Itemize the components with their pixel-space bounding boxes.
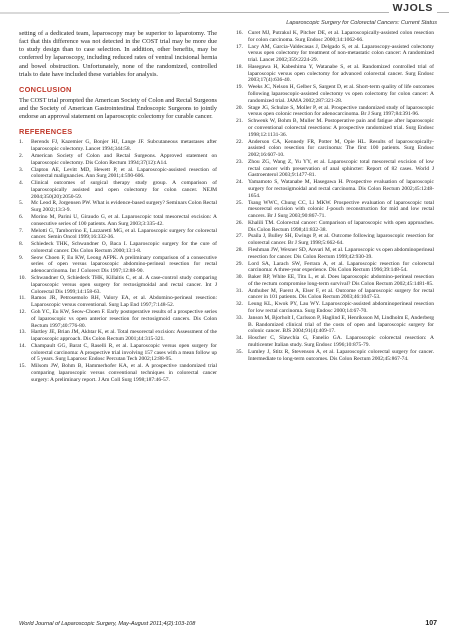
reference-number: 29.: [236, 260, 243, 267]
reference-text: Baker RP, White EE, Titu L, et al. Does laparoscopic abdomino-perineal resection of the rectum compromise long-term survival? Dis Colon Rectum 2002;45:1481-85.: [248, 274, 434, 287]
reference-item: [19, 343, 217, 363]
reference-text: Schwenk W, Bohm B, Muller M. Postoperative pain and fatigue after laparoscopic or conventional colorectal resections: A prospective randomized trial. Surg Endosc 1998;12:1131-36.: [248, 118, 434, 138]
reference-number: 35.: [236, 348, 243, 355]
reference-item: [236, 261, 434, 275]
reference-text: American Society of Colon and Rectal Surgeons. Approved statement on laparoscopic colectomy. Dis Colon Rectum 1994;37(12):A14.: [31, 152, 217, 166]
reference-text: Champault GG, Barat C, Raselli R, et al. Laparoscopic versus open surgery for colorectal carcinoma: A prospective trial involving 157 cases with a mean follow up of 5 years. Surg Laparosc Endosc Percutan Tech 2002;12:88-95.: [31, 342, 217, 363]
reference-item: [236, 335, 434, 349]
reference-text: Lumley J, Stitz R, Stevenson A, et al. Laparoscopic colorectal surgery for cancer. Intermediate to long-term outcomes. Dis Colon Rectum 2002;45:867-74.: [248, 348, 434, 362]
reference-item: [236, 179, 434, 199]
reference-number: 32.: [236, 301, 243, 308]
reference-number: 12.: [19, 308, 26, 315]
reference-text: Zhou ZG, Wang Z, Yu YY, et al. Laparoscopic total mesorectal excision of low rectal cancer with preservation of anal sphincter: Report of 82 cases. World J Gastroenterol 2003;9:1477-81.: [248, 158, 434, 179]
reference-text: Goh YC, Eu KW, Seow-Choen F. Early postoperative results of a prospective series of laparoscopic vs open anterior resection for rectosigmoid cancers. Dis Colon Rectum 1997;40:776-80.: [31, 308, 217, 329]
reference-item: [236, 84, 434, 104]
reference-number: 30.: [236, 274, 243, 281]
reference-number: 7.: [19, 227, 24, 234]
reference-text: Khalili TM. Colorectal cancer: Comparison of laparoscopic with open approaches. Dis Colon Rectum 1998;41:832-38.: [248, 219, 434, 233]
reference-item: [236, 44, 434, 64]
reference-item: [19, 255, 217, 275]
reference-item: [19, 200, 217, 214]
reference-text: Melotti G, Tamborrino E, Lazzaretti MG, et al. Laparoscopic surgery for colorectal cancer. Semin Oncol 1999;16:332-36.: [31, 227, 217, 241]
reference-text: Yamamoto S, Watanabe M, Hasegawa H. Prospective evaluation of laparoscopic surgery for rectosigmoidal and rectal carcinoma. Dis Colon Rectum 2002;45:1248-1654.: [248, 179, 434, 199]
reference-number: 8.: [19, 241, 24, 248]
reference-number: 9.: [19, 254, 24, 261]
reference-item: [236, 139, 434, 159]
reference-number: 11.: [19, 295, 26, 302]
reference-number: 15.: [19, 363, 26, 370]
reference-number: 2.: [19, 152, 24, 159]
reference-number: 17.: [236, 43, 243, 50]
reference-number: 22.: [236, 138, 243, 145]
reference-item: [236, 301, 434, 315]
reference-item: [19, 295, 217, 309]
reference-number: 28.: [236, 247, 243, 253]
reference-number: 18.: [236, 63, 243, 70]
reference-text: Ramos JR, Petrosemolo RH, Valory EA, et al. Abdomino-perineal resection: Laparoscopic versus conventional. Surg Lap End 1997;7:148-52.: [31, 295, 217, 309]
references-heading: REFERENCES: [19, 127, 73, 137]
reference-item: [19, 180, 217, 200]
page-footer: [19, 620, 437, 630]
reference-item: [19, 309, 217, 329]
reference-text: Schwandner O, Schiedeck THK, Killaitis C, et al. A case-control study comparing laparoscopic versus open surgery for rectosigmoidal and rectal cancer. Int J Colorectal Dis 1999;14:158-63.: [31, 275, 217, 295]
reference-text: Weeks JC, Nelson H, Gelber S, Sargent D, et al. Short-term quality of life outcomes following laparoscopic-assisted colectomy vs open colectomy for colon cancer: A randomized trial. JAMA 2002;287:321-28.: [248, 84, 434, 104]
reference-item: [19, 153, 217, 167]
reference-number: 24.: [236, 179, 243, 186]
reference-number: 21.: [236, 118, 243, 125]
reference-number: 19.: [236, 84, 243, 91]
left-column: [19, 30, 217, 384]
reference-number: 4.: [19, 180, 24, 187]
reference-number: 14.: [19, 342, 26, 349]
reference-text: Janson M, Bjorholt I, Carlsson P, Haglind E, Henriksson M, Lindholm E, Anderberg B. Randomized clinical trial of the costs of open and laparoscopic surgery for colonic cancer. BJS 2004;91(4):409-17.: [248, 314, 434, 335]
reference-text: Lacy AM, Garcia-Valdecasas J, Delgado S, et al. Laparoscopy-assisted colectomy versus open colectomy for treatment of non-metastatic colon cancer: A randomized trial. Lancet 2002;359:2224-29.: [248, 43, 434, 64]
reference-number: 27.: [236, 233, 243, 240]
reference-item: [236, 159, 434, 179]
reference-text: Tsang WWC, Chung CC, Li MKW. Prospective evaluation of laparoscopic total mesorectal excision with colonic J-pouch reconstruction for mid and low rectal cancers. Br J Surg 2003;90:867-71.: [248, 199, 434, 220]
reference-item: [236, 274, 434, 288]
reference-list-left: [19, 139, 217, 383]
reference-text: Curet MJ, Putrakul K, Pitcher DE, et al. Laparoscopically-assisted colon resection for colon carcinoma. Surg Endosc 2000;14:1062-66.: [248, 30, 434, 43]
reference-item: [19, 275, 217, 295]
reference-item: [236, 64, 434, 84]
reference-text: Berends FJ, Kazemier G, Bonjer HJ, Lange JF. Subcutaneous metastases after laparoscopic colectomy. Lancet 1994;344:58.: [31, 139, 217, 153]
reference-item: [236, 349, 434, 363]
reference-item: [236, 247, 434, 261]
reference-number: 23.: [236, 158, 243, 165]
reference-number: 31.: [236, 287, 243, 294]
reference-number: 34.: [236, 335, 243, 342]
reference-number: 26.: [236, 219, 243, 226]
reference-item: [236, 315, 434, 335]
reference-number: 5.: [19, 200, 24, 207]
reference-item: [19, 228, 217, 242]
reference-text: Mc Leod R, Jorgensen PW. What is evidence-based surgery? Seminars Colon Rectal Surg 2002;13:3-9.: [31, 200, 217, 214]
reference-item: [19, 363, 217, 383]
reference-text: Stage JG, Schulze S, Moller P, et al. Prospective randomized study of laparoscopic versus open colonic resection for adenocarcinoma. Br J Surg 1997;84:391-96.: [248, 104, 434, 118]
reference-number: 10.: [19, 275, 26, 282]
conclusion-paragraph: The COST trial prompted the American Society of Colon and Rectal Surgeons and the Society of American Gastrointestinal Endoscopic Surgeons to jointly endorse an approval statement on laparoscopic colectomy for curable cancer.: [19, 96, 217, 121]
reference-item: [19, 329, 217, 343]
reference-text: Anderson CA, Kennedy FR, Potter M, Opie HL. Results of laparoscopically-assisted colon resection for carcinoma: The first 100 patients. Surg Endosc 2002;16:607-10.: [248, 138, 434, 159]
reference-text: Hartley JE, Brian JM, Akhtar K, et al. Total mesorectal excision: Assessment of the laparoscopic approach. Dis Colon Rectum 2001;44:315-321.: [31, 329, 217, 343]
reference-text: Hasegawa H, Kabeshima Y, Watanabe S, et al. Randomized controlled trial of laparoscopic versus open colectomy for advanced colorectal cancer. Surg Endosc 2003;17(4):636-40.: [248, 63, 434, 84]
reference-item: [236, 288, 434, 302]
reference-number: 16.: [236, 30, 243, 36]
reference-text: Morino M, Parini U, Giraudo G, et al. Laparoscopic total mesorectal excision: A consecutive series of 100 patients. Ann Surg 2003;3:335-42.: [31, 214, 217, 227]
reference-item: [236, 233, 434, 247]
reference-text: Fleshman JW, Wexner SD, Anvari M, et al. Laparoscopic vs open abdominoperineal resection for cancer. Dis Colon Rectum 1999;42:930-39.: [248, 247, 434, 260]
reference-text: Psaila J, Bulley SH, Ewings P, et al. Outcome following laparoscopic resection for colorectal cancer. Br J Surg 1998;5:662-64.: [248, 233, 434, 247]
journal-logo: WJOLS: [389, 2, 437, 14]
conclusion-heading: CONCLUSION: [19, 84, 72, 94]
right-column: [236, 30, 434, 362]
reference-item: [19, 241, 217, 255]
reference-text: Schiedeck THK, Schwandner O, Baca I. Laparoscopic surgery for the cure of colorectal cancer. Dis Colon Rectum 2000;13:1-8.: [31, 241, 217, 254]
reference-list-right: [236, 30, 434, 362]
reference-item: [236, 220, 434, 234]
header-rule-accent: [0, 12, 180, 14]
reference-number: 3.: [19, 166, 24, 173]
reference-text: Anthuber M, Fuerst A, Elser F, et al. Outcome of laparoscopic surgery for rectal cancer in 101 patients. Dis Colon Rectum 2003;46:1047-53.: [248, 287, 434, 301]
reference-number: 25.: [236, 199, 243, 206]
reference-text: Lord SA, Larach SW, Ferrara A, et al. Laparoscopic resection for colorectal carcinoma: A three-year experience. Dis Colon Rectum 1996;39:148-54.: [248, 260, 434, 274]
page-number: 107: [425, 620, 437, 627]
reference-number: 33.: [236, 314, 243, 321]
reference-text: Clapton AE, Levitt MD, Hewett P, et al. Laparoscopic-assisted resection of colorectal malignancies. Ann Surg 2001;4:590-606.: [31, 166, 217, 180]
running-head: Laparoscopic Surgery for Colorectal Cancers: Current Status: [286, 20, 437, 26]
reference-item: [236, 200, 434, 220]
intro-paragraph: setting of a dedicated team, laparoscopy may be superior to laparotomy. The fact that this difference was not detected in the COST trial may be more due to study design than to case selection. In addition, other benefits, may be conferred by laparoscopy, including reduced rates of ventral incisional hernia and bowel obstruction. Unfortunately, none of the randomized, controlled trials to date have included these variables for analysis.: [19, 30, 217, 78]
reference-text: Hoscher C, Slawchia G, Fanelio GA. Laparoscopic colorectal resection: A multicenter Italian study. Surg Endosc 1996;10:875-79.: [248, 335, 434, 348]
reference-item: [19, 139, 217, 153]
page-header: [0, 0, 449, 26]
reference-number: 6.: [19, 214, 24, 220]
reference-number: 20.: [236, 104, 243, 111]
footer-journal-citation: World Journal of Laparoscopic Surgery, May-August 2011;4(2):103-108: [19, 621, 196, 627]
reference-item: [236, 105, 434, 119]
reference-text: Leung KL, Kwok PY, Lau WY. Laparoscopic-assisted abdominoperineal resection for low rectal carcinoma. Surg Endosc 2000;14:67-70.: [248, 301, 434, 315]
reference-text: Clinical outcomes of surgical therapy study group. A comparison of laparoscopically assisted and open colectomy for colon cancer. NEJM 2004;350(20):2050-59.: [31, 180, 217, 200]
reference-item: [236, 30, 434, 44]
reference-item: [19, 214, 217, 228]
reference-text: Milsom JW, Bohm B, Hammerhofer KA, et al. A prospective randomized trial comparing laparoscopic versus conventional techniques in colorectal cancer surgery: A preliminary report. J Am Coll Surg 1998;187:46-57.: [31, 363, 217, 383]
reference-number: 13.: [19, 329, 26, 336]
reference-number: 1.: [19, 139, 24, 146]
reference-text: Seow Choen F, Eu KW, Leong AFPK. A preliminary comparison of a consecutive series of open versus laparoscopic abdomino-perineal resection for rectal adenocarcinoma. Int J Colorect Dis 1997;12:88-90.: [31, 254, 217, 275]
reference-item: [19, 167, 217, 181]
reference-item: [236, 118, 434, 138]
